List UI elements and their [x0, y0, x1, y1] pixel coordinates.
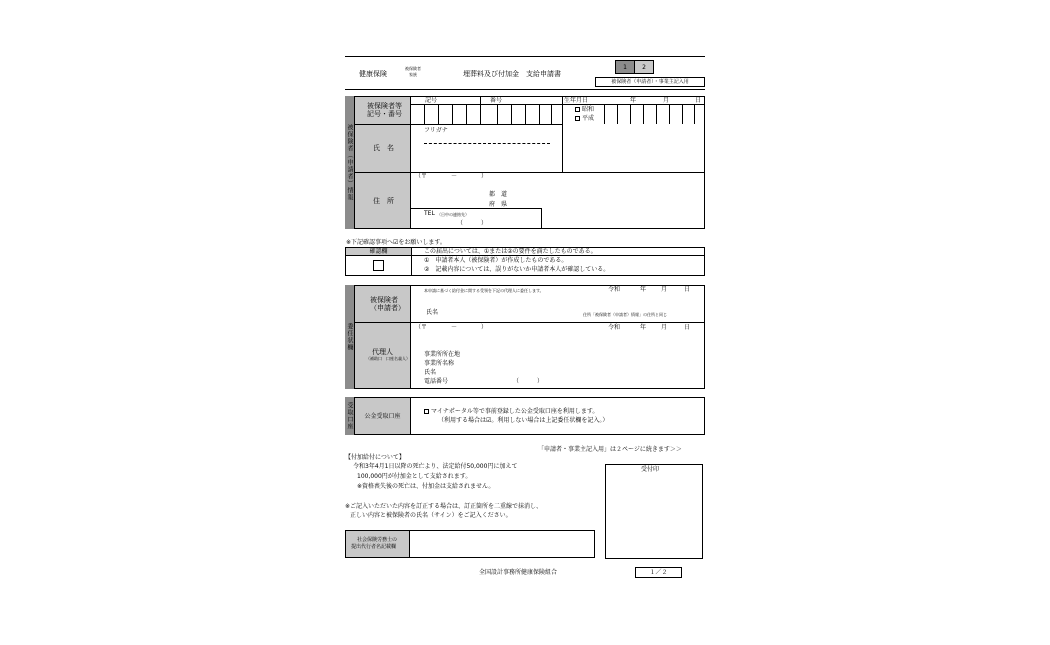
birth-year-label: 年	[630, 97, 637, 104]
form-title: 埋葬料及び付加金 支給申請書	[463, 70, 561, 78]
public-account-note: （利用する場合は☑。利用しない場合は上記委任状欄を記入。）	[438, 417, 609, 424]
era-heisei-label: 平成	[582, 115, 595, 122]
delegation-date-day: 日	[684, 286, 691, 293]
agent-date-era: 令和	[608, 324, 621, 331]
birth-month-label: 月	[663, 97, 670, 104]
page-tab-2-label: 2	[642, 63, 646, 71]
office-address-label: 事業所所在地	[424, 351, 461, 358]
era-heisei-checkbox[interactable]	[575, 116, 580, 121]
tel-note: （日中の連絡先）	[437, 212, 469, 217]
era-showa-checkbox[interactable]	[575, 107, 580, 112]
number-column-label: 番号	[490, 97, 503, 104]
confirm-checkbox[interactable]	[373, 260, 384, 271]
page-tab-1-label: 1	[623, 63, 627, 71]
additional-benefit-title: 【付加給付について】	[345, 454, 405, 461]
public-account-checkbox[interactable]	[424, 409, 429, 414]
agent-postal-code: （〒 － ）	[415, 324, 488, 331]
agent-phone-area-code: （ ）	[513, 378, 544, 385]
confirm-intro: ※下記確認事項へ☑をお願いします。	[346, 239, 446, 246]
agent-name-label: 氏名	[424, 369, 437, 376]
symbol-column-label: 記号	[425, 97, 438, 104]
entry-note: 被保険者（申請者）・事業主記入用	[611, 78, 689, 85]
tel-area-code: （ ）	[457, 220, 488, 227]
insured-person-option: 被保険者	[405, 66, 421, 71]
page-tab-2	[634, 60, 654, 74]
era-showa-option[interactable]	[575, 106, 594, 113]
delegation-side-label: 委任状欄	[345, 285, 355, 389]
insurance-type-label: 健康保険	[359, 70, 387, 78]
delegator-name-input[interactable]	[445, 306, 575, 320]
confirm-item-2: ② 記載内容については、誤りがないか申請者本人が確認している。	[424, 266, 610, 273]
confirm-header-text: この届出については、①または②の要件を満たしたものである。	[424, 248, 597, 255]
delegator-name-note: 住所「被保険者（申請者）情報」の住所と同じ	[583, 312, 667, 317]
name-label: 氏 名	[373, 144, 394, 152]
page-number: １／２	[649, 569, 668, 576]
name-input-area[interactable]	[411, 125, 561, 171]
confirm-item-1: ① 申請者本人（被保険者）が作成したものである。	[424, 257, 568, 264]
office-name-label: 事業所名称	[424, 360, 455, 367]
delegation-date-month: 月	[661, 286, 668, 293]
address-postal-code: （〒 － ）	[415, 173, 488, 180]
family-option: 家族	[409, 72, 417, 77]
furigana-label: フリガナ	[424, 127, 448, 134]
insured-side-label: 被保険者（申請者）情報	[345, 96, 355, 229]
labor-consultant-input[interactable]	[411, 532, 593, 556]
page-tab-1	[615, 60, 635, 74]
delegator-label-2: （申請者）	[370, 304, 405, 312]
account-label: 公金受取口座	[364, 412, 401, 420]
labor-consultant-label-1: 社会保険労務士の	[357, 537, 398, 543]
entry-note-box	[595, 77, 705, 87]
confirm-header-label: 確認欄	[369, 248, 388, 255]
prefecture-label-1: 都 道	[489, 191, 508, 198]
correction-note-line-2: 正しい内容と被保険者の氏名（サイン）をご記入ください。	[350, 512, 512, 519]
insured-number-label-2: 記号・番号	[367, 110, 402, 118]
reception-stamp-box	[605, 464, 703, 559]
era-heisei-option[interactable]	[575, 115, 594, 122]
delegation-small-note: 本申請に基づく給付金に関する受領を下記の代理人に委任します。	[424, 288, 544, 293]
era-showa-label: 昭和	[582, 106, 595, 113]
continue-note: 「申請者・事業主記入用」は２ページに続きます＞＞	[538, 446, 682, 453]
delegator-label-1: 被保険者	[370, 296, 398, 304]
header-top-rule	[345, 56, 705, 57]
tel-label: TEL	[424, 210, 435, 217]
address-label: 住 所	[373, 197, 394, 205]
org-name: 全国設計事務所健康保険組合	[479, 569, 558, 576]
account-side-label: 受取口座	[345, 397, 355, 435]
prefecture-label-2: 府 県	[489, 201, 508, 208]
page-number-box	[635, 567, 682, 578]
insured-number-label-1: 被保険者等	[367, 102, 402, 110]
delegation-date-era: 令和	[608, 286, 621, 293]
delegator-name-label: 氏名	[426, 309, 439, 316]
address-input-area[interactable]	[411, 181, 701, 208]
confirm-header-cell	[346, 248, 411, 256]
agent-phone-label: 電話番号	[424, 378, 449, 385]
birth-day-label: 日	[695, 97, 702, 104]
correction-note-line-1: ※ご記入いただいた内容を訂正する場合は、訂正箇所を二重線で抹消し、	[345, 503, 543, 510]
agent-date-year: 年	[640, 324, 647, 331]
account-label-cell	[355, 398, 410, 434]
labor-consultant-label-2: 提出代行者名記載欄	[351, 544, 397, 550]
additional-benefit-line-3: ※資格喪失後の死亡は、付加金は支給されません。	[357, 483, 495, 490]
reception-stamp-label: 受付印	[641, 466, 660, 473]
additional-benefit-line-2: 100,000円が付加金として支給されます。	[357, 473, 472, 480]
header-bottom-rule	[345, 89, 705, 90]
additional-benefit-line-1: 令和3年4月1日以降の死亡より、法定給付50,000円に加えて	[353, 463, 518, 470]
application-form-page	[345, 56, 707, 581]
delegation-date-year: 年	[640, 286, 647, 293]
public-account-option[interactable]	[424, 408, 598, 415]
agent-info-input-area[interactable]	[465, 348, 695, 384]
agent-date-day: 日	[684, 324, 691, 331]
agent-label: 代理人	[372, 348, 393, 356]
agent-date-month: 月	[661, 324, 668, 331]
agent-note: （補助口 口座名義人）	[366, 356, 410, 361]
birth-date-label: 生年月日	[564, 97, 589, 104]
public-account-text: マイナポータル等で事前登録した公金受取口座を利用します。	[431, 408, 599, 415]
